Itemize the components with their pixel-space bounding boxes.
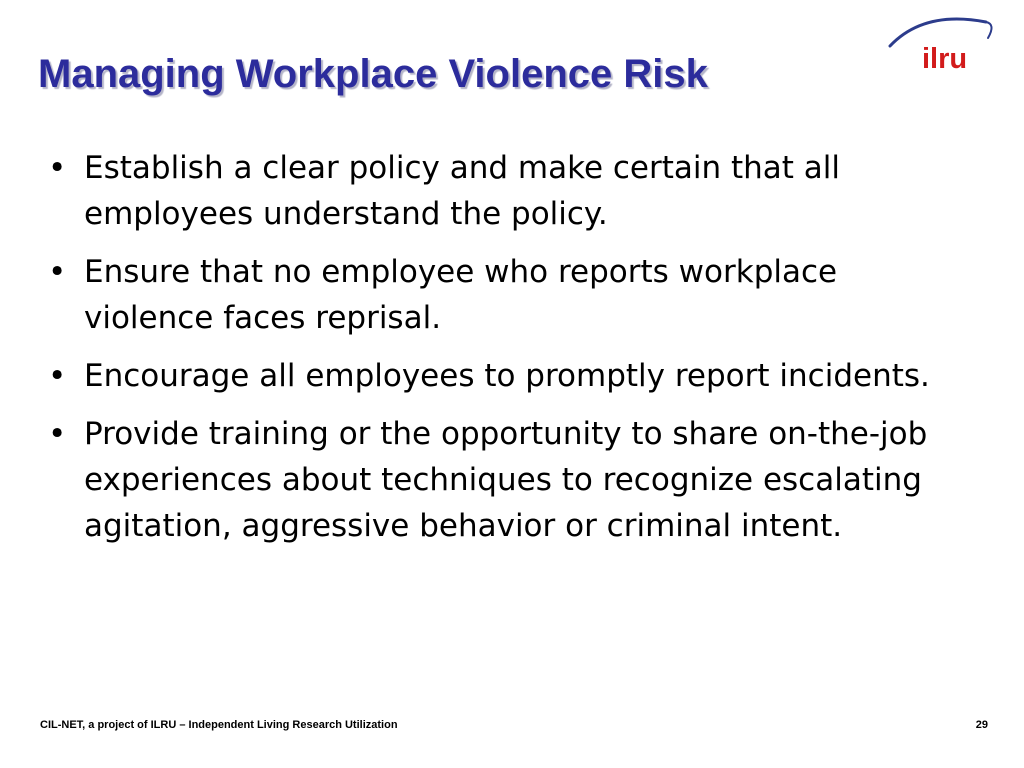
bullet-list bbox=[46, 145, 946, 561]
bullet-item: • Provide training or the opportunity to share on-the-job experiences about techniques to recognize escalating agitation, aggressive behavior or criminal intent. bbox=[46, 411, 946, 549]
slide-title: Managing Workplace Violence Risk bbox=[38, 52, 708, 96]
ilru-logo-icon bbox=[884, 14, 1002, 78]
bullet-item: • Ensure that no employee who reports workplace violence faces reprisal. bbox=[46, 249, 946, 341]
page-number: 29 bbox=[975, 719, 988, 731]
footer-text: CIL-NET, a project of ILRU – Independent Living Research Utilization bbox=[40, 719, 398, 731]
ilru-logo bbox=[884, 14, 1002, 78]
bullet-item: • Establish a clear policy and make certain that all employees understand the policy. bbox=[46, 145, 946, 237]
bullet-item: • Encourage all employees to promptly report incidents. bbox=[46, 353, 946, 399]
logo-text: ilru bbox=[922, 43, 968, 75]
